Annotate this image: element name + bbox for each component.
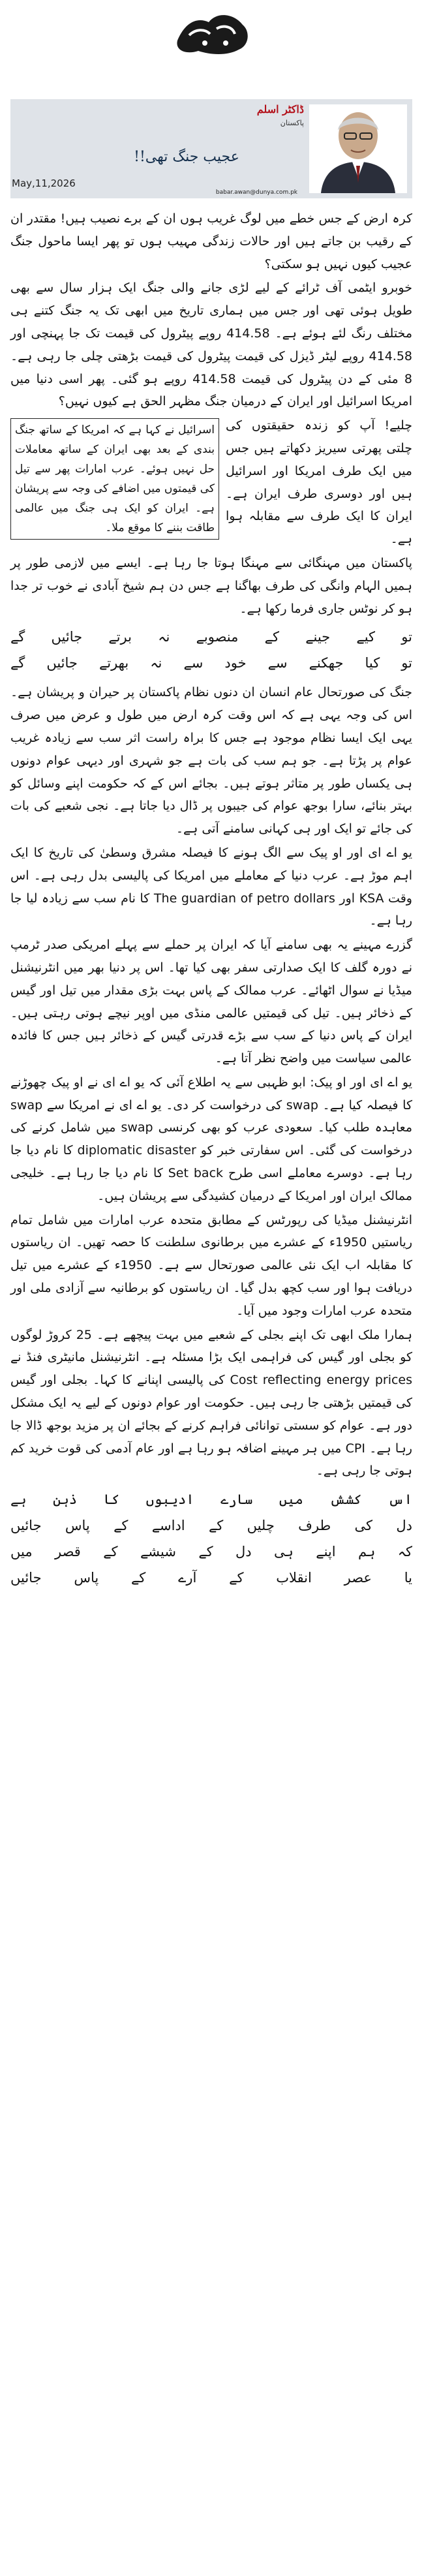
verse-block [10,624,412,676]
article-header [10,99,412,198]
verse-line: تو کیا جھکنے سے خود سے نہ بھرتے جائیں گے [10,655,412,671]
author-title: پاکستان [280,119,304,127]
article-body [10,207,412,1596]
verse-line: کہ ہم اپنے ہی دل کے شیشے کے قصر میں [10,1544,412,1560]
publish-date: May,11,2026 [12,177,76,189]
verse-line: یا عصر انقلاب کے آرے کے پاس جائیں [10,1570,412,1586]
paragraph: خوبرو ایٹمی آف ٹرائے کے لیے لڑی جانے والی جنگ ایک ہزار سال سے بھی طویل ہوئی تھی اور جس میں ہماری تاریخ میں ابھی تک یہ جنگ کتنے ہی مختلف رنگ لئے ہوئے ہے۔ 414.58 روپے پیٹرول کی قیمت تک جا پہنچی اور 414.58 روپے لیٹر ڈیزل کی قیمت پیٹرول کی قیمت بڑھتی چلی جا رہی ہے۔ 8 مئی کے دن پیٹرول کی قیمت 414.58 روپے ہو گئی۔ پھر اسی دنیا میں امریکا اسرائیل اور ایران کے درمیان جنگ مظہر الحق ہے کیوں نہیں؟ [10,281,413,409]
paragraph: ہمارا ملک ابھی تک اپنے بجلی کے شعبے میں بہت پیچھے ہے۔ 25 کروڑ لوگوں کو بجلی اور گیس کی فراہمی ایک بڑا مسئلہ ہے۔ انٹرنیشنل مانیٹری فنڈ نے Cost reflecting energy prices کی پالیسی اپنانے کا کہا۔ بجلی اور گیس کی قیمتیں بڑھتی جا رہی ہیں۔ حکومت اور عوام دونوں کے لیے یہ ایک مشکل دور ہے۔ عوام کو سستی توانائی فراہم کرنے کے بجائے ان پر مزید بوجھ ڈالا جا رہا ہے۔ CPI میں ہر مہینے اضافہ ہو رہا ہے اور عام آدمی کی قوت خرید کم ہوتی جا رہی ہے۔ [10,1327,413,1479]
masthead [0,0,424,98]
paragraph: یو اے ای اور او پیک: ابو ظہبی سے یہ اطلاع آئی کہ یو اے ای نے او پیک چھوڑنے کا فیصلہ کیا ہے۔ swap کی درخواست کر دی۔ یو اے ای نے امریکا سے swap معاہدہ طلب کیا۔ سعودی عرب کو بھی کرنسی swap میں شامل کرنے کی درخواست کی گئی۔ اس سفارتی خبر کو diplomatic disaster کا نام دیا جا رہا ہے۔ دوسرے معاملے اسی طرح Set back کا نام دیا جا رہا ہے۔ خلیجی ممالک ایران اور امریکا کے درمیان کشیدگی سے پریشان ہیں۔ [10,1075,413,1203]
header-title-area [10,99,303,198]
verse-line: تو کیے جینے کے منصوبے نہ برتے جائیں گے [10,629,412,645]
author-email: babar.awan@dunya.com.pk [215,189,297,196]
verse-line: دل کی طرف چلیں کے اداسے کے پاس جائیں [10,1518,412,1534]
paragraph: پاکستان میں مہنگائی سے مہنگا ہوتا جا رہا ہے۔ ایسے میں لازمی طور پر ہمیں الہام وانگی کی طرف بھاگنا ہے جس دن ہم شیخ آبادی نے خوب تر جدا ہو کر نوٹس جاری فرما رکھا ہے۔ [10,555,412,616]
paragraph: یو اے ای اور او پیک سے الگ ہونے کا فیصلہ مشرق وسطیٰ کی تاریخ کا ایک اہم موڑ ہے۔ عرب دنیا کے معاملے میں امریکا کی پالیسی بدل رہی ہے۔ اس وقت KSA اور The guardian of petro dollars کا نام سب سے زیادہ لیا جا رہا ہے۔ [10,845,412,928]
article-title: عجیب جنگ تھی!! [134,149,239,165]
paragraph: جنگ کی صورتحال عام انسان ان دنوں نظام پاکستان پر حیران و پریشان ہے۔ اس کی وجہ یہی ہے کہ اس وقت کرہ ارض میں طول و عرض میں صرف یہی ایک ایسا نظام موجود ہے جس کا براہ راست اثر سب سے زیادہ غریب عوام پر پڑتا ہے۔ جو ہم سب کی بات ہے جو شہری اور دیہی عوام دونوں ہی یکساں طور پر متاثر ہوتے ہیں۔ بجائے اس کے کہ حکومت اپنے وسائل کو بہتر بنائے، سارا بوجھ عوام کی جیبوں پر ڈال دیا جاتا ہے۔ نجی شعبے کی بات کی جائے تو ایک اور ہی کہانی سامنے آتی ہے۔ [10,685,412,836]
verse-block [10,1486,412,1591]
sidebar-quote-box: اسرائیل نے کہا ہے کہ امریکا کے ساتھ جنگ بندی کے بعد بھی ایران کے ساتھ معاملات حل نہیں ہوئے۔ عرب امارات پھر سے تیل کی قیمتوں میں اضافے کی وجہ سے پریشان ہے۔ ایران کو ایک ہی جنگ میں عالمی طاقت بننے کا موقع ملا۔ [10,418,219,540]
paragraph: گزرے مہینے یہ بھی سامنے آیا کہ ایران پر حملے سے پہلے امریکی صدر ٹرمپ نے دورہ گلف کا ایک صدارتی سفر بھی کیا تھا۔ اس پر دنیا بھر میں انٹرنیشنل میڈیا نے سوال اٹھائے۔ عرب ممالک کے پاس بہت بڑی مقدار میں تیل اور گیس کے ذخائر ہیں۔ تیل کی قیمتیں عالمی منڈی میں اوپر نیچے ہوتی رہتی ہیں۔ ایران کے پاس دنیا کے سب سے بڑے قدرتی گیس کے ذخائر ہیں جس کا فائدہ عالمی سیاست میں واضح نظر آتا ہے۔ [10,938,412,1066]
verse-line: اس کشش میں سارے ادیبوں کا ذہن ہے [10,1492,412,1508]
paragraph: چلیے! آپ کو زندہ حقیقتوں کی چلتی پھرتی سیریز دکھاتے ہیں جس میں ایک طرف امریکا اور اسرائیل ہیں اور دوسری طرف ایران ہے۔ ایران کا ایک طرف سے مقابلہ ہوا ہے۔ [226,418,412,547]
author-name: ڈاکٹر اسلم [256,103,304,115]
newspaper-logo-icon [171,3,256,65]
author-portrait-icon [309,104,407,193]
paragraph: انٹرنیشنل میڈیا کی رپورٹس کے مطابق متحدہ عرب امارات میں شامل تمام ریاستیں 1950ء کے عشرے میں برطانوی سلطنت کا حصہ تھیں۔ ان ریاستوں کا مقابلہ اب ایک نئی عالمی صورتحال سے ہے۔ 1950ء کے عشرے میں تیل دریافت ہوا اور سب کچھ بدل گیا۔ ان ریاستوں کو برطانیہ سے آزادی ملی اور متحدہ عرب امارات وجود میں آیا۔ [10,1212,412,1318]
paragraph: کرہ ارض کے جس خطے میں لوگ غریب ہوں ان کے برے نصیب ہیں! مقتدر ان کے رقیب بن جاتے ہیں اور حالات زندگی مہیب ہوں تو پھر ایسا ماحول جنگ عجیب کیوں نہیں ہو سکتی؟ [10,211,412,271]
